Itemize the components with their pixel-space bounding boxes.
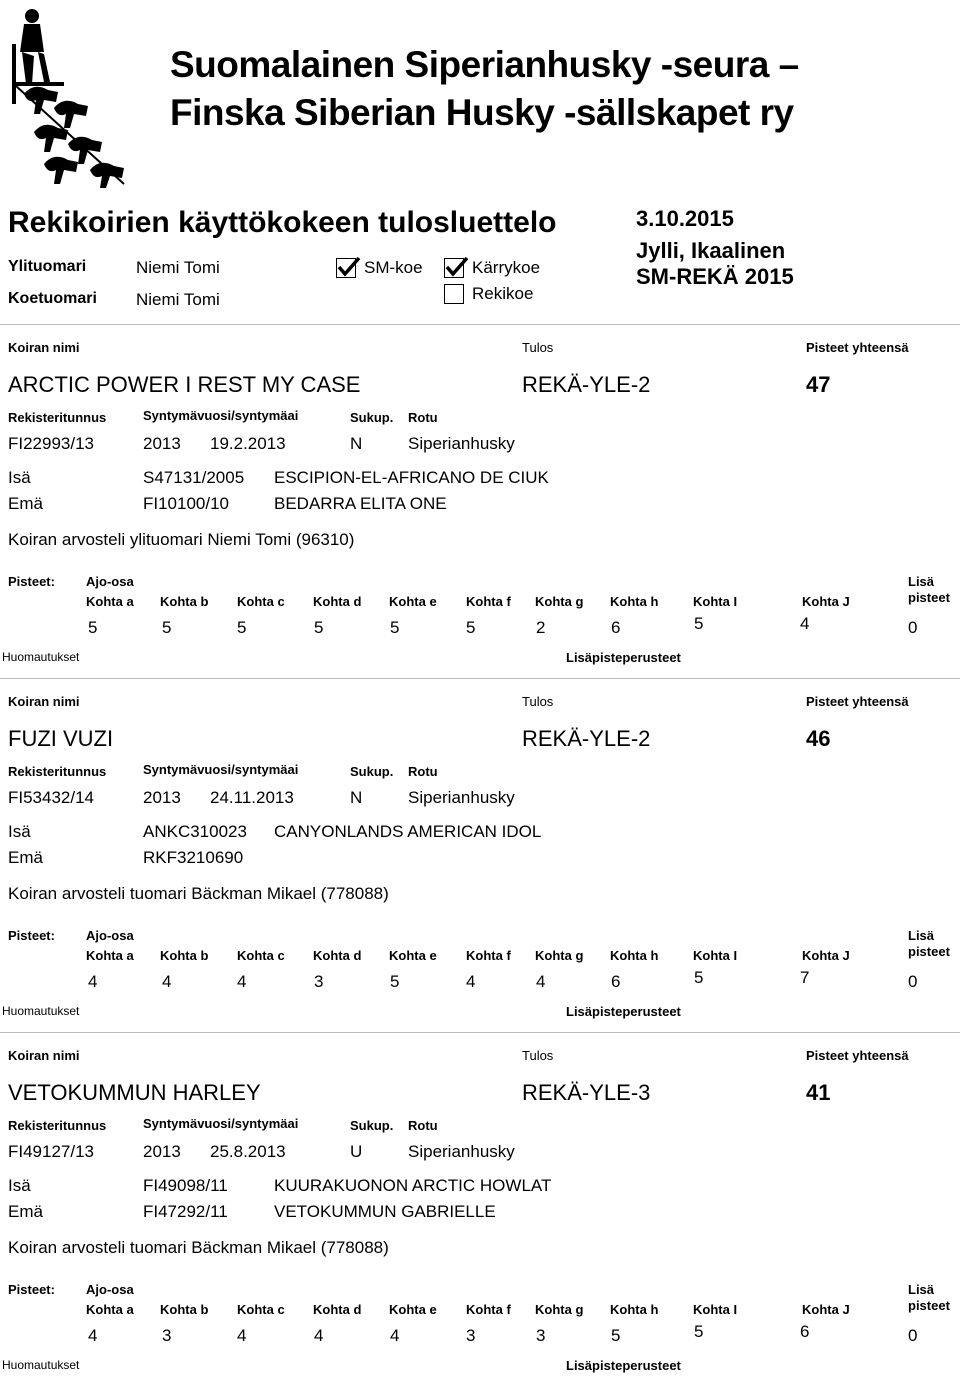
score-cell: 3 (536, 1326, 546, 1345)
event-date: 3.10.2015 (636, 206, 734, 231)
sex-label: Sukup. (350, 764, 394, 779)
section-header-1: Kohta a (86, 948, 134, 963)
breed-label: Rotu (408, 1118, 438, 1133)
score-cell: 4 (237, 1326, 247, 1345)
section-header-3: Kohta c (237, 594, 285, 609)
result-label: Tulos (522, 340, 554, 355)
section-header-9: Kohta I (693, 594, 738, 609)
dog-name-label: Koiran nimi (8, 340, 80, 355)
sm-koe-label: SM-koe (364, 258, 423, 277)
document-title: Rekikoirien käyttökokeen tulosluettelo (8, 206, 557, 239)
score-cell: 5 (390, 972, 400, 991)
sex-value: N (350, 788, 363, 807)
score-cell: 4 (800, 614, 810, 633)
score-cell: 5 (466, 618, 476, 637)
score-cell: 5 (162, 618, 172, 637)
section-header-2: Kohta b (160, 948, 209, 963)
sled-dog-team-icon (4, 4, 164, 188)
dog-name-label: Koiran nimi (8, 694, 80, 709)
dam-reg: FI47292/11 (143, 1202, 228, 1221)
checkmark-icon (336, 254, 362, 280)
score-cell: 4 (88, 972, 98, 991)
section-header-10: Kohta J (802, 594, 850, 609)
ylituomari-value: Niemi Tomi (136, 258, 220, 277)
score-cell: 4 (390, 1326, 400, 1345)
score-cell: 5 (88, 618, 98, 637)
section-header-6: Kohta f (466, 594, 511, 609)
section-header-8: Kohta h (610, 594, 659, 609)
reg-label: Rekisteritunnus (8, 410, 107, 425)
points-label: Pisteet: (8, 928, 55, 943)
total-value: 47 (806, 372, 831, 397)
section-header-2: Kohta b (160, 594, 209, 609)
section-header-8: Kohta h (610, 948, 659, 963)
result-value: REKÄ-YLE-2 (522, 726, 651, 751)
score-cell: 4 (314, 1326, 324, 1345)
section-header-10: Kohta J (802, 948, 850, 963)
section-divider (0, 324, 960, 325)
score-cell: 3 (314, 972, 324, 991)
extra-points: 0 (908, 618, 918, 637)
score-cell: 5 (694, 614, 704, 633)
score-cell: 6 (611, 972, 621, 991)
section-header-5: Kohta e (389, 1302, 437, 1317)
section-divider (0, 678, 960, 679)
birth-date: 25.8.2013 (210, 1142, 286, 1161)
checkmark-icon (444, 254, 470, 280)
lisa-label: Lisä (908, 928, 935, 943)
score-cell: 4 (466, 972, 476, 991)
section-header-1: Kohta a (86, 1302, 134, 1317)
dam-reg: RKF3210690 (143, 848, 244, 867)
result-value: REKÄ-YLE-3 (522, 1080, 651, 1105)
section-header-6: Kohta f (466, 1302, 511, 1317)
section-header-5: Kohta e (389, 594, 437, 609)
section-header-4: Kohta d (313, 948, 362, 963)
reg-label: Rekisteritunnus (8, 1118, 107, 1133)
lisa-pisteet-label: pisteet (908, 1298, 950, 1313)
ajo-osa-label: Ajo-osa (86, 928, 134, 943)
sex-label: Sukup. (350, 410, 394, 425)
breed-label: Rotu (408, 764, 438, 779)
score-cell: 5 (314, 618, 324, 637)
lisa-label: Lisä (908, 1282, 935, 1297)
total-label: Pisteet yhteensä (806, 694, 909, 709)
reg-number: FI53432/14 (8, 788, 95, 807)
section-header-9: Kohta I (693, 948, 738, 963)
sm-koe-checkbox[interactable] (336, 258, 356, 278)
section-header-2: Kohta b (160, 1302, 209, 1317)
birth-year: 2013 (143, 434, 181, 453)
rekikoe-label: Rekikoe (472, 284, 534, 303)
section-header-7: Kohta g (535, 948, 584, 963)
sire-label: Isä (8, 1176, 31, 1195)
ylituomari-label: Ylituomari (8, 258, 87, 275)
dam-name: BEDARRA ELITA ONE (274, 494, 447, 513)
dam-reg: FI10100/10 (143, 494, 230, 513)
birth-year: 2013 (143, 788, 181, 807)
sire-reg: S47131/2005 (143, 468, 245, 487)
judge-line: Koiran arvosteli ylituomari Niemi Tomi (96310) (8, 530, 355, 549)
score-cell: 2 (536, 618, 546, 637)
sire-label: Isä (8, 468, 31, 487)
dam-name: VETOKUMMUN GABRIELLE (274, 1202, 496, 1221)
result-label: Tulos (522, 694, 554, 709)
section-header-5: Kohta e (389, 948, 437, 963)
section-header-10: Kohta J (802, 1302, 850, 1317)
section-header-1: Kohta a (86, 594, 134, 609)
score-cell: 4 (88, 1326, 98, 1345)
section-divider (0, 1032, 960, 1033)
score-cell: 5 (611, 1326, 621, 1345)
total-label: Pisteet yhteensä (806, 340, 909, 355)
result-label: Tulos (522, 1048, 554, 1063)
event-name: SM-REKÄ 2015 (636, 264, 794, 289)
extra-basis-label: Lisäpisteperusteet (566, 1004, 681, 1019)
sire-reg: ANKC310023 (143, 822, 247, 841)
koetuomari-value: Niemi Tomi (136, 290, 220, 309)
rekikoe-checkbox[interactable] (444, 284, 464, 304)
organization-name-sv: Finska Siberian Husky -sällskapet ry (170, 92, 794, 133)
reg-number: FI22993/13 (8, 434, 95, 453)
sex-label: Sukup. (350, 1118, 394, 1133)
reg-number: FI49127/13 (8, 1142, 95, 1161)
score-cell: 4 (162, 972, 172, 991)
section-header-4: Kohta d (313, 594, 362, 609)
total-label: Pisteet yhteensä (806, 1048, 909, 1063)
dog-name: VETOKUMMUN HARLEY (8, 1080, 261, 1105)
birth-date: 19.2.2013 (210, 434, 286, 453)
dam-label: Emä (8, 1202, 43, 1221)
section-header-3: Kohta c (237, 948, 285, 963)
sire-label: Isä (8, 822, 31, 841)
birth-date: 24.11.2013 (210, 788, 294, 807)
dog-name: ARCTIC POWER I REST MY CASE (8, 372, 361, 397)
section-header-7: Kohta g (535, 594, 584, 609)
sire-name: ESCIPION-EL-AFRICANO DE CIUK (274, 468, 549, 487)
extra-basis-label: Lisäpisteperusteet (566, 1358, 681, 1373)
section-header-7: Kohta g (535, 1302, 584, 1317)
event-location: Jylli, Ikaalinen (636, 238, 786, 263)
points-label: Pisteet: (8, 1282, 55, 1297)
dog-name: FUZI VUZI (8, 726, 114, 751)
score-cell: 7 (800, 968, 810, 987)
breed-value: Siperianhusky (408, 434, 515, 453)
lisa-label: Lisä (908, 574, 935, 589)
koetuomari-label: Koetuomari (8, 290, 97, 307)
dam-label: Emä (8, 848, 43, 867)
result-value: REKÄ-YLE-2 (522, 372, 651, 397)
birth-label: Syntymävuosi/syntymäai (143, 1116, 299, 1131)
remarks-label: Huomautukset (2, 1358, 80, 1372)
dam-label: Emä (8, 494, 43, 513)
remarks-label: Huomautukset (2, 650, 80, 664)
score-cell: 6 (800, 1322, 810, 1341)
extra-basis-label: Lisäpisteperusteet (566, 650, 681, 665)
total-value: 41 (806, 1080, 831, 1105)
birth-label: Syntymävuosi/syntymäai (143, 762, 299, 777)
score-cell: 4 (237, 972, 247, 991)
remarks-label: Huomautukset (2, 1004, 80, 1018)
sire-reg: FI49098/11 (143, 1176, 228, 1195)
lisa-pisteet-label: pisteet (908, 944, 950, 959)
reg-label: Rekisteritunnus (8, 764, 107, 779)
ajo-osa-label: Ajo-osa (86, 574, 134, 589)
lisa-pisteet-label: pisteet (908, 590, 950, 605)
section-header-9: Kohta I (693, 1302, 738, 1317)
sire-name: CANYONLANDS AMERICAN IDOL (274, 822, 542, 841)
sire-name: KUURAKUONON ARCTIC HOWLAT (274, 1176, 552, 1195)
score-cell: 3 (466, 1326, 476, 1345)
breed-value: Siperianhusky (408, 1142, 515, 1161)
karrykoe-checkbox[interactable] (444, 258, 464, 278)
score-cell: 5 (237, 618, 247, 637)
points-label: Pisteet: (8, 574, 55, 589)
breed-value: Siperianhusky (408, 788, 515, 807)
section-header-6: Kohta f (466, 948, 511, 963)
birth-year: 2013 (143, 1142, 181, 1161)
section-header-8: Kohta h (610, 1302, 659, 1317)
organization-name-fi: Suomalainen Siperianhusky -seura – (170, 44, 799, 85)
judge-line: Koiran arvosteli tuomari Bäckman Mikael (778088) (8, 1238, 389, 1257)
score-cell: 5 (390, 618, 400, 637)
birth-label: Syntymävuosi/syntymäai (143, 408, 299, 423)
karrykoe-label: Kärrykoe (472, 258, 541, 277)
breed-label: Rotu (408, 410, 438, 425)
total-value: 46 (806, 726, 831, 751)
ajo-osa-label: Ajo-osa (86, 1282, 134, 1297)
extra-points: 0 (908, 1326, 918, 1345)
score-cell: 3 (162, 1326, 172, 1345)
judge-line: Koiran arvosteli tuomari Bäckman Mikael (778088) (8, 884, 389, 903)
sex-value: U (350, 1142, 363, 1161)
section-header-3: Kohta c (237, 1302, 285, 1317)
score-cell: 5 (694, 968, 704, 987)
extra-points: 0 (908, 972, 918, 991)
sex-value: N (350, 434, 363, 453)
score-cell: 5 (694, 1322, 704, 1341)
score-cell: 6 (611, 618, 621, 637)
section-header-4: Kohta d (313, 1302, 362, 1317)
dog-name-label: Koiran nimi (8, 1048, 80, 1063)
score-cell: 4 (536, 972, 546, 991)
